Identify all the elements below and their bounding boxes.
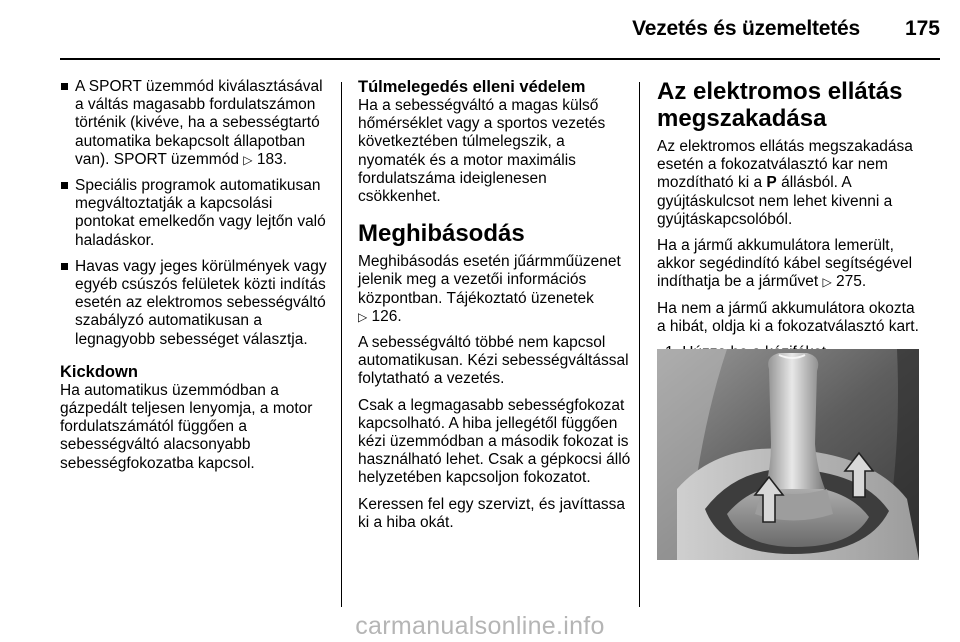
- page-ref-link[interactable]: 183.: [256, 150, 287, 168]
- gear-selector-photo: [657, 349, 919, 560]
- bullet-sport-mode: A SPORT üzemmód kiválasztásával a váltás magasabb fordulatszámon történik (kivéve, ha a sebességtartó automatika bekapcsolt állapotban van). SPORT üzemmód ▷ 183.: [60, 78, 332, 169]
- fault-paragraph-3: Csak a legmagasabb sebességfokozat kapcsolható. A hiba jellegétől függően kézi üzemmódban a második fokozat is használható lehet. Csak a gépkocsi álló helyzetében kapcsoljon fokozatot.: [358, 396, 631, 487]
- watermark: carmanualsonline.info: [355, 612, 605, 640]
- power-failure-heading: Az elektromos ellátás megszakadása: [657, 78, 903, 132]
- page-header-title: Vezetés és üzemeltetés: [632, 17, 860, 40]
- column-divider-1: [341, 82, 342, 607]
- column-2: [358, 78, 633, 540]
- fault-heading: Meghibásodás: [358, 220, 525, 248]
- bullet-square-icon: [61, 182, 68, 189]
- page-ref-arrow-icon: ▷: [358, 309, 368, 324]
- bullet-square-icon: [61, 263, 68, 270]
- page-ref-arrow-icon: ▷: [822, 275, 832, 290]
- page-number: 175: [904, 17, 940, 40]
- power-failure-paragraph-3: Ha nem a jármű akkumulátora okozta a hibát, oldja ki a fokozatválasztó kart.: [657, 299, 919, 335]
- overheat-text: Ha a sebességváltó a magas külső hőmérséklet vagy a sportos vezetés következtében túlmelegszik, a nyomaték és a motor maximális fordulatszáma ideiglenesen csökkenhet.: [358, 97, 606, 206]
- bullet-slippery-conditions: Havas vagy jeges körülmények vagy egyéb csúszós felületek közti indítás esetén az elektromos sebességváltó szabályzó automatikusan a legnagyobb sebességet választja.: [60, 258, 332, 349]
- page-ref-arrow-icon: ▷: [243, 152, 253, 167]
- power-failure-paragraph-1: Az elektromos ellátás megszakadása esetén a fokozatválasztó kar nem mozdítható ki a P állásból. A gyújtáskulcsot nem lehet kivenni a gyújtáskapcsolóból.: [657, 138, 913, 228]
- kickdown-text: Ha automatikus üzemmódban a gázpedált teljesen lenyomja, a motor fordulatszámától függően a sebességváltó alacsonyabb sebességfokozatba kapcsol.: [60, 381, 313, 472]
- column-3: [657, 78, 925, 370]
- bullet-special-programs: Speciális programok automatikusan megváltoztatják a kapcsolási pontokat emelkedőn vagy lejtőn való haladáskor.: [60, 177, 332, 250]
- column-1: [60, 78, 332, 481]
- header-rule: [60, 58, 940, 60]
- bullet-square-icon: [61, 83, 68, 90]
- fault-paragraph-4: Keressen fel egy szervizt, és javíttassa ki a hiba okát.: [358, 495, 626, 531]
- page-ref-link[interactable]: 126.: [371, 307, 402, 325]
- fault-paragraph-1: Meghibásodás esetén jűármműüzenet jelenik meg a vezetői információs központban. Tájékoztató üzenetek ▷ 126.: [358, 253, 621, 325]
- overheat-heading: Túlmelegedés elleni védelem: [358, 78, 586, 96]
- power-failure-paragraph-2: Ha a jármű akkumulátora lemerült, akkor segédindító kábel segítségével indíthatja be a járművet ▷ 275.: [657, 237, 913, 291]
- column-divider-2: [639, 82, 640, 607]
- kickdown-heading: Kickdown: [60, 362, 138, 381]
- page-ref-link[interactable]: 275.: [835, 273, 867, 291]
- fault-paragraph-2: A sebességváltó többé nem kapcsol automatikusan. Kézi sebességváltással folytatható a vezetés.: [358, 334, 629, 388]
